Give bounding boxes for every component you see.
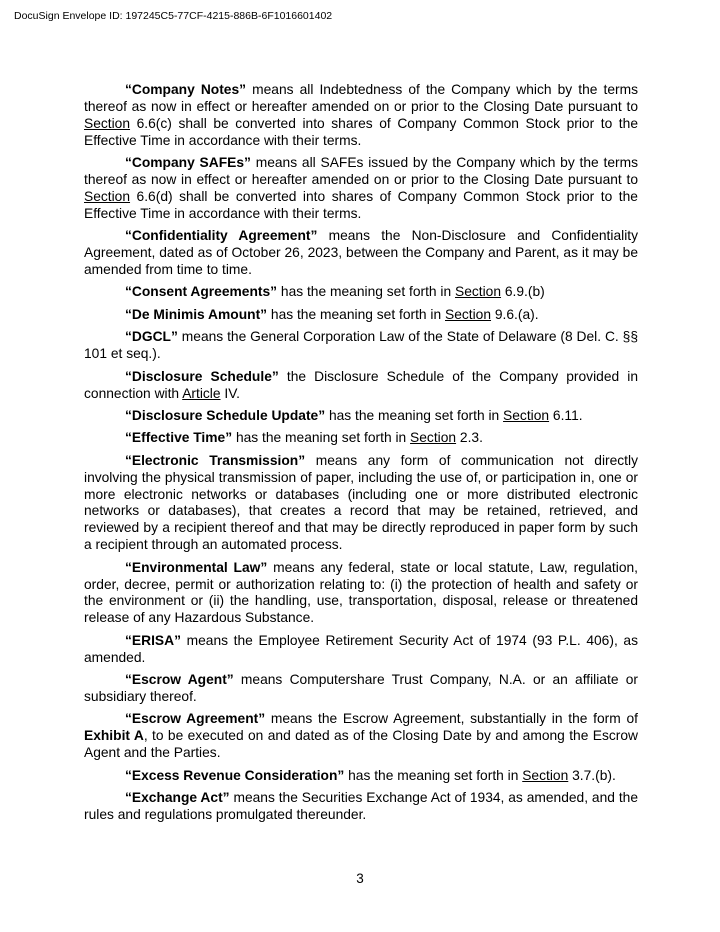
defined-term: “Escrow Agreement”	[125, 711, 266, 727]
definition-effective-time	[84, 430, 638, 447]
cross-reference: Section	[445, 306, 492, 322]
cross-reference: Article	[182, 385, 221, 401]
definition-company-safes	[84, 155, 638, 223]
text-run: has the meaning set forth in	[267, 306, 445, 322]
text-run: 3.7.(b).	[568, 767, 616, 783]
text-run: means the Non-Disclosure and Confidentiality Agreement, dated as of October 26, 2023, between the Company and Parent, as it may be amended from time to time.	[84, 228, 638, 278]
cross-reference: Section	[503, 407, 550, 423]
definition-de-minimis-amount	[84, 307, 638, 324]
defined-term: “Excess Revenue Consideration”	[125, 767, 345, 783]
defined-term: “ERISA”	[125, 632, 181, 648]
definition-disclosure-schedule	[84, 369, 638, 403]
definition-environmental-law	[84, 560, 638, 628]
text-run: 2.3.	[456, 430, 483, 446]
text-run: has the meaning set forth in	[232, 430, 411, 446]
text-run: has the meaning set forth in	[344, 767, 523, 783]
text-run: has the meaning set forth in	[325, 407, 504, 423]
text-run: 6.6(c) shall be converted into shares of Company Common Stock prior to the Effective Time in accordance with their terms.	[84, 115, 638, 148]
text-run: , to be executed on and dated as of the Closing Date by and among the Escrow Agent and the Parties.	[84, 728, 638, 761]
defined-term: “Electronic Transmission”	[125, 452, 306, 468]
text-run: means Computershare Trust Company, N.A. or an affiliate or subsidiary thereof.	[84, 672, 638, 704]
definition-disclosure-schedule-update	[84, 408, 638, 425]
document-body	[84, 82, 638, 829]
text-run: the Disclosure Schedule of the Company provided in connection with	[84, 368, 638, 401]
definition-consent-agreements	[84, 284, 638, 301]
text-run: means the Employee Retirement Security Act of 1974 (93 P.L. 406), as amended.	[84, 632, 638, 665]
defined-term: “DGCL”	[125, 329, 178, 345]
defined-term: “Escrow Agent”	[125, 672, 234, 688]
cross-reference: Section	[410, 430, 457, 446]
definition-company-notes	[84, 82, 638, 150]
text-run: 6.9.(b)	[501, 284, 545, 300]
definition-dgcl	[84, 329, 638, 363]
definition-confidentiality-agreement	[84, 228, 638, 279]
defined-term: “Company SAFEs”	[125, 155, 251, 171]
definition-electronic-transmission	[84, 453, 638, 554]
docusign-envelope-id: DocuSign Envelope ID: 197245C5-77CF-4215-886B-6F1016601402	[14, 10, 333, 22]
text-run: means all Indebtedness of the Company which by the terms thereof as now in effect or hereafter amended on or prior to the Closing Date pursuant to	[84, 82, 638, 114]
defined-term: “Effective Time”	[125, 430, 233, 446]
text-run: means any federal, state or local statute, Law, regulation, order, decree, permit or authorization relating to: (i) the protection of health and safety or the environment or (ii) the handling, use, transportation, disposal, release or threatened release of any Hazardous Substance.	[84, 559, 639, 626]
text-run: means any form of communication not directly involving the physical transmission of paper, including the use of, or participation in, one or more electronic networks or databases (including one or more distributed electronic networks or databases), that creates a record that may be retained, retrieved, and reviewed by a recipient thereof and that may be directly reproduced in paper form by such a recipient through an automated process.	[84, 452, 638, 553]
definition-exchange-act	[84, 790, 638, 824]
text-run: means the Securities Exchange Act of 1934, as amended, and the rules and regulations promulgated thereunder.	[84, 790, 639, 822]
defined-term: “De Minimis Amount”	[125, 306, 268, 322]
text-run: 6.6(d) shall be converted into shares of Company Common Stock prior to the Effective Time in accordance with their terms.	[84, 188, 638, 221]
cross-reference: Section	[84, 188, 131, 204]
cross-reference: Section	[522, 767, 569, 783]
defined-term: “Environmental Law”	[125, 559, 268, 575]
text-run: 6.11.	[549, 407, 583, 423]
definition-escrow-agreement	[84, 711, 638, 762]
defined-term: “Company Notes”	[125, 82, 247, 97]
text-run: means all SAFEs issued by the Company which by the terms thereof as now in effect or hereafter amended on or prior to the Closing Date pursuant to	[84, 155, 638, 188]
defined-term: “Disclosure Schedule Update”	[125, 407, 326, 423]
text-run: 9.6.(a).	[491, 306, 539, 322]
defined-term: “Consent Agreements”	[125, 284, 278, 300]
text-run: has the meaning set forth in	[277, 284, 455, 300]
defined-term: “Confidentiality Agreement”	[125, 228, 318, 244]
text-run: means the General Corporation Law of the State of Delaware (8 Del. C. §§ 101 et seq.).	[84, 329, 638, 362]
defined-term: “Disclosure Schedule”	[125, 368, 279, 384]
page-number: 3	[356, 871, 364, 886]
defined-term: “Exchange Act”	[125, 790, 230, 806]
text-run: IV.	[220, 385, 240, 401]
definition-erisa	[84, 633, 638, 667]
definition-escrow-agent	[84, 672, 638, 706]
definition-excess-revenue-consideration	[84, 768, 638, 785]
defined-term: Exhibit A	[84, 728, 144, 744]
text-run: means the Escrow Agreement, substantially in the form of	[265, 711, 638, 727]
cross-reference: Section	[455, 284, 502, 300]
cross-reference: Section	[84, 115, 131, 131]
